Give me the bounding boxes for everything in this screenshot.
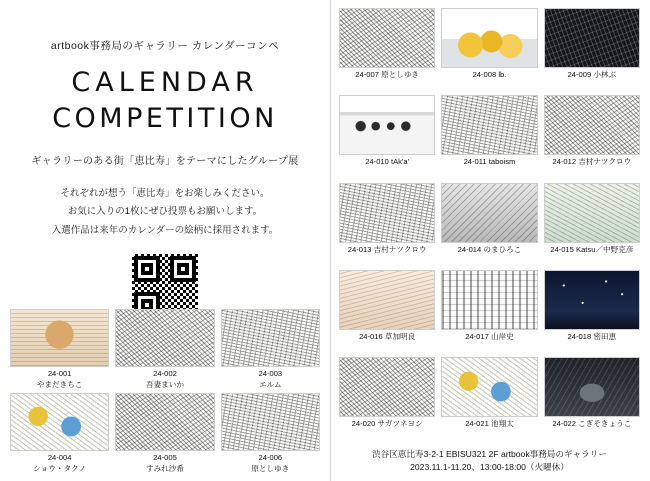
artwork-item[interactable] — [221, 309, 320, 389]
artwork-image — [340, 9, 434, 67]
artwork-thumbnail[interactable] — [441, 270, 537, 330]
artwork-item[interactable] — [441, 183, 537, 267]
artwork-image — [340, 271, 434, 329]
artwork-thumbnail[interactable] — [339, 8, 435, 68]
artwork-caption-artist: 吾妻まいか — [146, 379, 184, 389]
artwork-image — [11, 394, 108, 450]
artwork-thumbnail[interactable] — [544, 8, 640, 68]
poster-right-panel — [330, 0, 650, 481]
artwork-item[interactable] — [115, 309, 214, 389]
artwork-thumbnail[interactable] — [115, 309, 214, 367]
artwork-image — [116, 310, 213, 366]
artwork-caption-artist: すみれ沙希 — [146, 463, 184, 473]
artwork-caption: 24-020 サガツネヨシ — [351, 419, 423, 429]
artwork-caption-artist: やまだきちこ — [36, 379, 83, 389]
artwork-caption: 24-010 tAk'a' — [365, 157, 410, 167]
artwork-image — [545, 271, 639, 329]
artwork-image — [442, 271, 536, 329]
artwork-image — [340, 184, 434, 242]
artwork-thumbnail[interactable] — [221, 309, 320, 367]
artwork-caption: 24-013 吉村ナツクロウ — [347, 244, 427, 254]
poster-body-line-2: お気に入りの1枚にぜひ投票もお願いします。 — [67, 206, 263, 218]
artwork-caption: 24-017 山岸史 — [465, 331, 514, 341]
artwork-item[interactable] — [544, 8, 640, 92]
poster-body-line-1: それぞれが想う「恵比寿」をお楽しみください。 — [60, 187, 270, 199]
artwork-image — [222, 394, 319, 450]
artwork-thumbnail[interactable] — [441, 183, 537, 243]
artwork-thumbnail[interactable] — [441, 8, 537, 68]
artwork-caption: 24-007 原としゆき — [355, 70, 420, 79]
artwork-image — [442, 358, 536, 416]
artwork-thumbnail[interactable] — [544, 270, 640, 330]
artwork-image — [442, 9, 536, 67]
artwork-caption: 24-014 のまひろこ — [457, 244, 522, 254]
artwork-image — [116, 394, 213, 450]
poster-body — [16, 185, 314, 241]
artwork-caption: 24-015 Katsu／中野克彦 — [550, 244, 634, 254]
artwork-thumbnail[interactable] — [115, 393, 214, 451]
venue-dates: 2023.11.1‐11.20、13:00‐18:00（火曜休） — [410, 462, 569, 473]
artwork-thumbnail[interactable] — [10, 309, 109, 367]
artwork-caption-id: 24-005 — [153, 452, 177, 462]
artwork-thumbnail[interactable] — [441, 357, 537, 417]
artwork-caption: 24-016 草加明良 — [359, 331, 416, 341]
poster-title — [16, 65, 314, 138]
artwork-item[interactable] — [10, 309, 109, 389]
artwork-caption-id: 24-004 — [47, 452, 72, 462]
artwork-caption-id: 24-003 — [258, 368, 283, 378]
artwork-caption-id: 24-002 — [153, 368, 177, 378]
artwork-item[interactable] — [544, 183, 640, 267]
artwork-image — [222, 310, 319, 366]
poster-subhead: artbook事務局のギャラリー カレンダーコンペ — [50, 40, 280, 52]
artwork-item[interactable] — [441, 270, 537, 354]
artwork-caption-artist: エルム — [259, 379, 282, 389]
artwork-item[interactable] — [544, 357, 640, 441]
artwork-image — [545, 184, 639, 242]
artwork-item[interactable] — [441, 95, 537, 179]
left-artwork-grid — [10, 309, 320, 473]
artwork-thumbnail[interactable] — [339, 357, 435, 417]
venue-address: 渋谷区恵比寿3-2-1 EBISU321 2F artbook事務局のギャラリー — [372, 448, 607, 459]
artwork-thumbnail[interactable] — [339, 95, 435, 155]
venue-footer — [339, 448, 640, 476]
artwork-thumbnail[interactable] — [10, 393, 109, 451]
artwork-item[interactable] — [339, 357, 435, 441]
artwork-caption: 24-018 密田恵 — [567, 331, 617, 341]
artwork-caption-artist: 原としゆき — [251, 463, 290, 473]
artwork-item[interactable] — [544, 270, 640, 354]
artwork-caption: 24-009 小林ぶ — [567, 70, 617, 79]
artwork-item[interactable] — [339, 8, 435, 92]
poster-body-line-3: 入選作品は来年のカレンダーの絵柄に採用されます。 — [51, 224, 279, 236]
artwork-thumbnail[interactable] — [544, 357, 640, 417]
artwork-item[interactable] — [339, 270, 435, 354]
artwork-caption: 24-021 池翔太 — [465, 419, 514, 429]
artwork-caption: 24-011 taboism — [463, 157, 516, 167]
artwork-image — [545, 96, 639, 154]
artwork-caption: 24-012 吉村ナツクロウ — [552, 157, 632, 167]
artwork-thumbnail[interactable] — [441, 95, 537, 155]
artwork-item[interactable] — [339, 95, 435, 179]
poster-title-line2: COMPETITION — [52, 103, 278, 135]
artwork-caption: 24-022 こぎそきょうこ — [552, 419, 632, 429]
right-artwork-grid — [339, 8, 640, 442]
artwork-caption-id: 24-006 — [258, 452, 283, 462]
artwork-thumbnail[interactable] — [339, 183, 435, 243]
artwork-thumbnail[interactable] — [221, 393, 320, 451]
artwork-thumbnail[interactable] — [544, 95, 640, 155]
artwork-image — [442, 184, 536, 242]
artwork-item[interactable] — [221, 393, 320, 473]
artwork-caption-artist: ショウ・タクノ — [33, 463, 87, 473]
artwork-caption: 24-008 lb. — [472, 70, 507, 79]
artwork-image — [545, 9, 639, 67]
artwork-caption-id: 24-001 — [47, 368, 72, 378]
poster-title-line1: CALENDAR — [71, 67, 259, 98]
artwork-item[interactable] — [115, 393, 214, 473]
artwork-item[interactable] — [544, 95, 640, 179]
artwork-image — [442, 96, 536, 154]
artwork-thumbnail[interactable] — [339, 270, 435, 330]
artwork-image — [11, 310, 108, 366]
artwork-image — [340, 358, 434, 416]
artwork-item[interactable] — [10, 393, 109, 473]
artwork-item[interactable] — [339, 183, 435, 267]
poster-tagline: ギャラリーのある街「恵比寿」をテーマにしたグループ展 — [31, 155, 299, 167]
artwork-thumbnail[interactable] — [544, 183, 640, 243]
artwork-image — [340, 96, 434, 154]
artwork-item[interactable] — [441, 357, 537, 441]
artwork-image — [545, 358, 639, 416]
artwork-item[interactable] — [441, 8, 537, 92]
